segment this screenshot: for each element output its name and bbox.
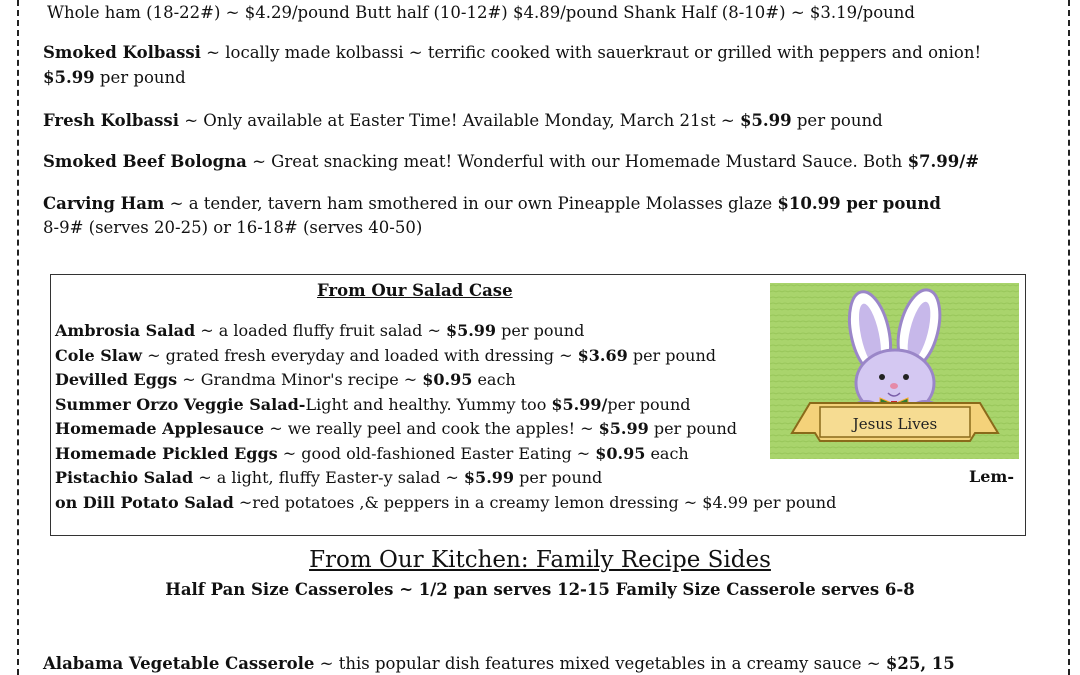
salad-item-name: Pistachio Salad: [55, 468, 194, 487]
item-desc: ~ locally made kolbassi ~ terrific cooked with sauerkraut or grilled with peppers and onion!: [200, 43, 982, 62]
salad-item-desc: ~ a loaded fluffy fruit salad ~: [195, 321, 446, 340]
bunny-illustration: [770, 283, 1019, 459]
salad-item-name: on Dill Potato Salad: [55, 492, 234, 512]
salad-item-desc: ~ Grandma Minor's recipe ~: [177, 370, 423, 389]
ham-prices-line: Whole ham (18-22#) ~ $4.29/pound Butt half (10-12#) $4.89/pound Shank Half (8-10#) ~ $3.19/pound: [47, 3, 915, 22]
salad-item-name: Devilled Eggs: [55, 370, 178, 389]
item-price: $25, 15: [885, 654, 955, 673]
item-suffix: per pound: [791, 111, 883, 130]
salad-item-suffix: each: [472, 370, 516, 389]
salad-item: [55, 466, 836, 491]
salad-item-price: $5.99/: [551, 394, 608, 414]
right-dashed-border: [1068, 0, 1070, 675]
salad-item-desc: ~ grated fresh everyday and loaded with dressing ~: [142, 345, 578, 365]
item-desc: ~ Only available at Easter Time! Available Monday, March 21st ~: [178, 111, 740, 130]
item-alabama-vegetable-casserole: [43, 654, 955, 673]
salad-item-desc: ~ good old-fashioned Easter Eating ~: [277, 443, 596, 463]
salad-item-suffix: per pound: [496, 321, 585, 340]
item-name: Alabama Vegetable Casserole: [43, 654, 315, 673]
salad-item-suffix: per pound: [648, 419, 738, 438]
salad-item-name: Cole Slaw: [55, 345, 143, 365]
salad-item-name: Ambrosia Salad: [55, 321, 196, 340]
item-name: Carving Ham: [43, 194, 165, 213]
item-smoked-kolbassi-price: [43, 67, 186, 89]
salad-item-desc: Light and healthy. Yummy too: [305, 394, 552, 414]
salad-item: [55, 319, 836, 344]
salad-item: [55, 442, 836, 467]
easter-bunny-image: [770, 283, 1019, 459]
item-name: Smoked Beef Bologna: [43, 152, 247, 171]
salad-item-desc: ~ a light, fluffy Easter-y salad ~: [193, 468, 464, 487]
lemon-hyphen-fragment: Lem-: [969, 467, 1014, 486]
salad-item: [55, 368, 836, 393]
left-dashed-border: [17, 0, 19, 675]
salad-item-price: $0.95: [422, 370, 473, 389]
item-price: $7.99/#: [907, 152, 980, 171]
salad-item: [55, 417, 836, 442]
item-price: $5.99: [43, 68, 95, 87]
item-desc: ~ a tender, tavern ham smothered in our own Pineapple Molasses glaze: [164, 194, 778, 213]
salad-item: [55, 344, 836, 369]
salad-item-name: Summer Orzo Veggie Salad-: [55, 394, 306, 414]
salad-item: [55, 393, 836, 418]
item-name: Smoked Kolbassi: [43, 43, 201, 62]
salad-item-price: $5.99: [445, 321, 497, 340]
item-name: Fresh Kolbassi: [43, 111, 179, 130]
salad-item-price: $0.95: [595, 443, 646, 463]
salad-item-suffix: per pound: [607, 394, 691, 414]
salad-item-name: Homemade Pickled Eggs: [55, 443, 278, 463]
salad-item-suffix: per pound: [514, 468, 603, 487]
salad-item-name: Homemade Applesauce: [55, 419, 265, 438]
salad-case-box: [50, 274, 1026, 536]
item-carving-ham-sizes: 8-9# (serves 20-25) or 16-18# (serves 40-50): [43, 218, 423, 237]
item-price: $5.99: [739, 111, 792, 130]
item-suffix: per pound: [94, 68, 186, 87]
item-smoked-beef-bologna: [43, 151, 979, 173]
kitchen-section-title: From Our Kitchen: Family Recipe Sides: [309, 547, 771, 573]
item-carving-ham: [43, 193, 941, 215]
item-desc: ~ this popular dish features mixed vegetables in a creamy sauce ~: [314, 654, 886, 673]
salad-item-desc: ~ we really peel and cook the apples! ~: [264, 419, 599, 438]
salad-list: [55, 319, 836, 515]
salad-item-suffix: per pound: [627, 345, 716, 365]
banner-caption: Jesus Lives: [852, 415, 938, 433]
salad-item-price: $3.69: [577, 345, 628, 365]
kitchen-section-subtitle: Half Pan Size Casseroles ~ 1/2 pan serves 12-15 Family Size Casserole serves 6-8: [165, 580, 915, 599]
salad-item-price: $5.99: [598, 419, 649, 438]
salad-item-price: $5.99: [463, 468, 515, 487]
item-price: $10.99 per pound: [777, 194, 941, 213]
item-fresh-kolbassi: [43, 110, 883, 132]
salad-item-suffix: each: [645, 443, 689, 463]
item-smoked-kolbassi: [43, 42, 981, 64]
salad-item-desc: ~red potatoes ,& peppers in a creamy lemon dressing ~ $4.99 per pound: [233, 492, 837, 512]
salad-item: [55, 491, 836, 516]
salad-case-title: From Our Salad Case: [317, 281, 513, 300]
item-desc: ~ Great snacking meat! Wonderful with our Homemade Mustard Sauce. Both: [246, 152, 908, 171]
